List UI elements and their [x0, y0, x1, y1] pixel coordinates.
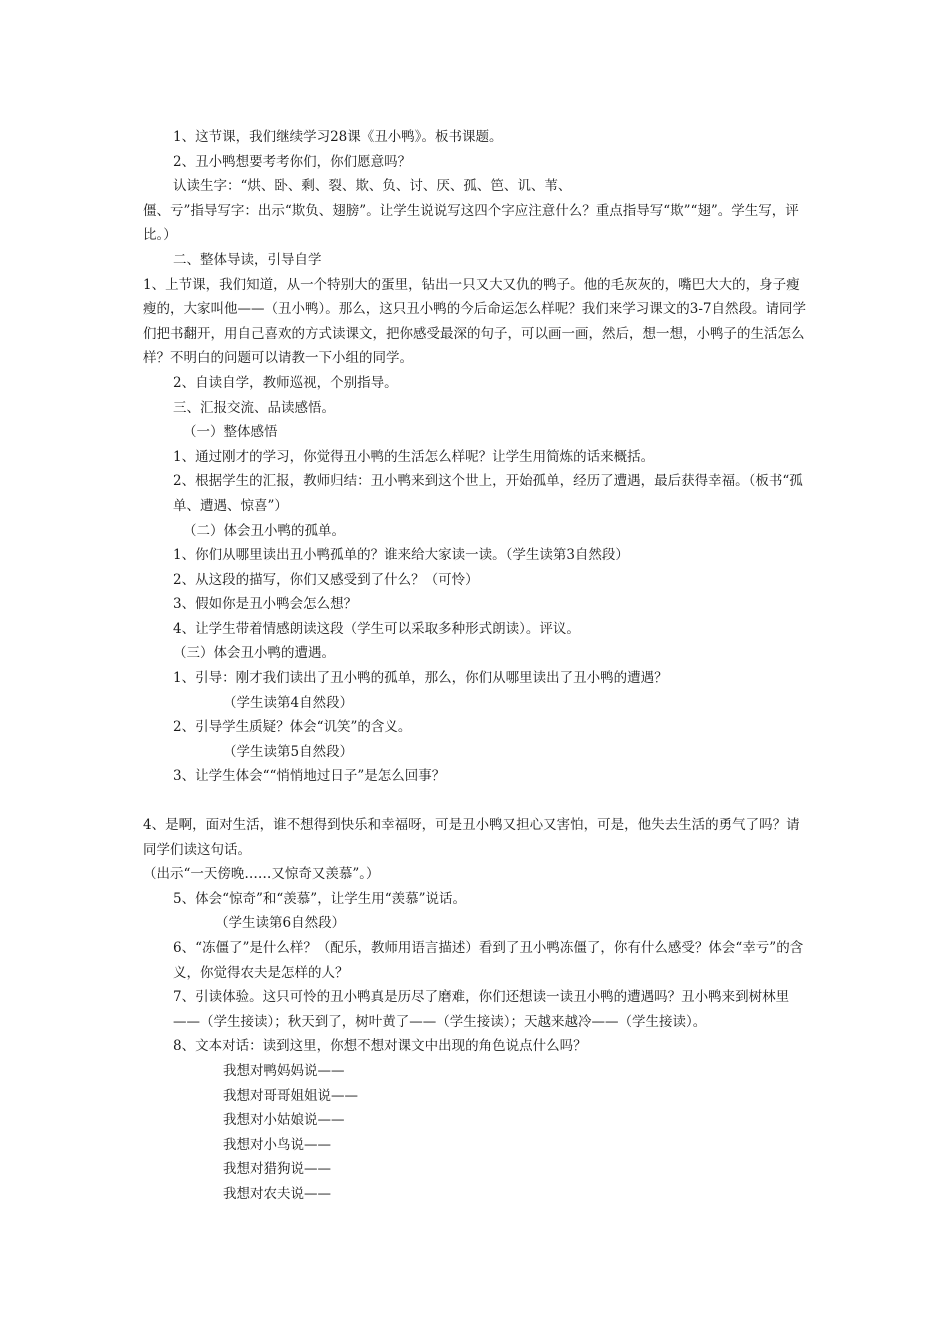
paragraph-line: 2、引导学生质疑？体会“讥笑”的含义。: [173, 719, 412, 736]
paragraph-line: 7、引读体验。这只可怜的丑小鸭真是历尽了磨难，你们还想读一读丑小鸭的遭遇吗？丑小鸭来到树林里——（学生接读）；秋天到了，树叶黄了——（学生接读）；天越来越冷——（学生接读）。: [173, 989, 790, 1030]
paragraph-line: （学生读第6自然段）: [215, 915, 346, 932]
paragraph-line: 我想对鸭妈妈说——: [223, 1062, 345, 1079]
paragraph-line: （三）体会丑小鸭的遭遇。: [173, 645, 335, 662]
paragraph-line: 5、体会“惊奇”和“羡慕”，让学生用“羡慕”说话。: [173, 890, 466, 907]
blank-line: [143, 789, 813, 813]
document-body: [143, 125, 813, 1207]
paragraph-line: 2、根据学生的汇报，教师归结：丑小鸭来到这个世上，开始孤单，经历了遭遇，最后获得幸福。（板书“孤单、遭遇、惊喜”）: [173, 473, 803, 514]
paragraph-line: 3、假如你是丑小鸭会怎么想？: [173, 596, 358, 613]
paragraph-line: 2、丑小鸭想要考考你们，你们愿意吗？: [173, 153, 412, 170]
paragraph-line: 2、自读自学，教师巡视，个别指导。: [173, 374, 398, 391]
paragraph-line: 我想对小鸟说——: [223, 1136, 331, 1153]
paragraph-line: 3、让学生体会““悄悄地过日子”是怎么回事？: [173, 768, 446, 785]
paragraph-line: （学生读第4自然段）: [223, 694, 354, 711]
paragraph-line: 我想对哥哥姐姐说——: [223, 1087, 358, 1104]
paragraph-line: 1、通过刚才的学习，你觉得丑小鸭的生活怎么样呢？让学生用简炼的话来概括。: [173, 448, 655, 465]
paragraph-line: 1、这节课，我们继续学习28课《丑小鸭》。板书课题。: [173, 129, 503, 145]
paragraph-line: 我想对农夫说——: [223, 1185, 331, 1202]
paragraph-line: 6、“冻僵了”是什么样？（配乐，教师用语言描述）看到了丑小鸭冻僵了，你有什么感受？体会“幸亏”的含义，你觉得农夫是怎样的人？: [173, 940, 804, 981]
paragraph-line: 僵、亏”指导写字：出示“欺负、翅膀”。让学生说说写这四个字应注意什么？重点指导写“欺”“翅”。学生写，评比。）: [143, 202, 799, 244]
paragraph-line: 认读生字：“烘、卧、剩、裂、欺、负、讨、厌、孤、笆、讥、苇、: [173, 178, 572, 195]
paragraph-line: （二）体会丑小鸭的孤单。: [183, 522, 345, 539]
paragraph-line: 二、整体导读，引导自学: [173, 251, 322, 268]
paragraph-line: 我想对猎狗说——: [223, 1161, 331, 1178]
paragraph-line: 8、文本对话：读到这里，你想不想对课文中出现的角色说点什么吗？: [173, 1038, 587, 1055]
paragraph-line: 4、是啊，面对生活，谁不想得到快乐和幸福呀，可是丑小鸭又担心又害怕，可是，他失去生活的勇气了吗？请同学们读这句话。: [143, 817, 800, 858]
paragraph-line: （一）整体感悟: [183, 424, 278, 441]
paragraph-line: 2、从这段的描写，你们又感受到了什么？（可怜）: [173, 571, 479, 588]
paragraph-line: 1、你们从哪里读出丑小鸭孤单的？谁来给大家读一读。（学生读第3自然段）: [173, 547, 629, 564]
paragraph-line: （出示“一天傍晚……又惊奇又羡慕”。）: [143, 866, 380, 883]
paragraph-line: 三、汇报交流、品读感悟。: [173, 399, 335, 416]
paragraph-line: （学生读第5自然段）: [223, 743, 354, 760]
paragraph-line: 1、引导：刚才我们读出了丑小鸭的孤单，那么，你们从哪里读出了丑小鸭的遭遇？: [173, 670, 668, 687]
paragraph-line: 1、上节课，我们知道，从一个特别大的蛋里，钻出一只又大又仇的鸭子。他的毛灰灰的，嘴巴大大的，身子瘦瘦的，大家叫他——（丑小鸭）。那么，这只丑小鸭的今后命运怎么样呢？我们来学习课文的3-7自然段。请同学们把书翻开，用自己喜欢的方式读课文，把你感受最深的句子，可以画一画，然后，想一想，小鸭子的生活怎么样？不明白的问题可以请教一下小组的同学。: [143, 276, 806, 367]
paragraph-line: 4、让学生带着情感朗读这段（学生可以采取多种形式朗读）。评议。: [173, 620, 580, 637]
paragraph-line: 我想对小姑娘说——: [223, 1112, 345, 1129]
